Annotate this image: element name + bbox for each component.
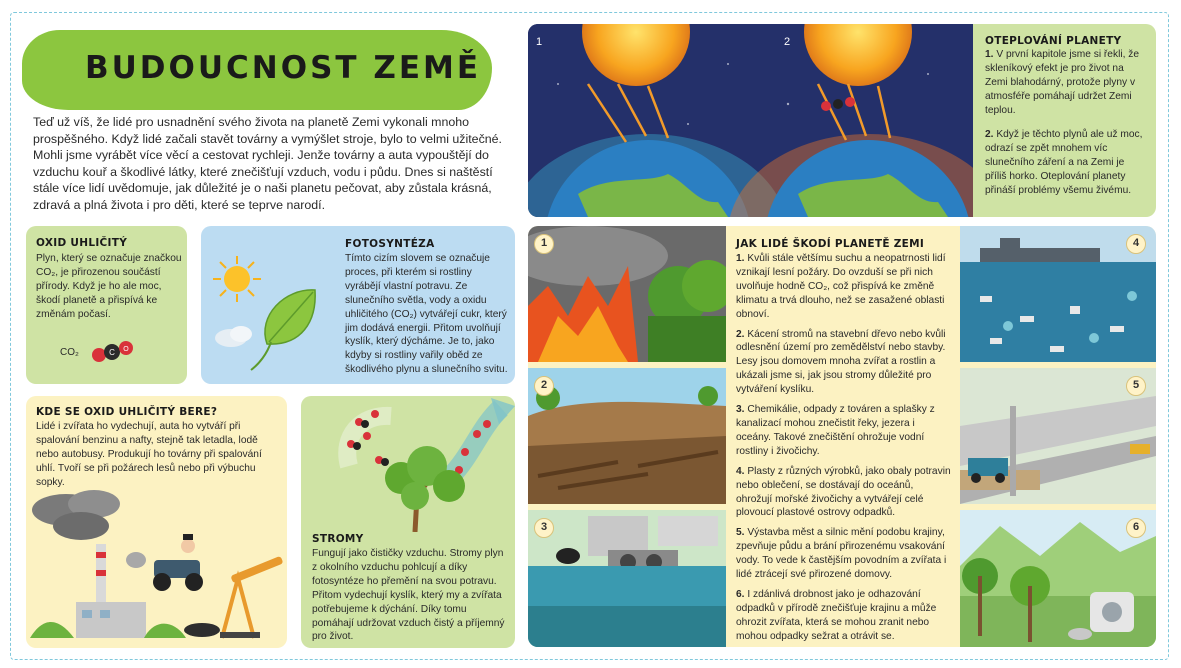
card-oteplovani [973, 24, 1156, 217]
skody-item-1-text: Kvůli stále většímu suchu a neopatrnosti lidí vznikají lesní požáry. Do ovzduší se při nich uvolňuje hodně CO₂, což přispívá ke změně klimatu a trvá dlouho, než se zasažené oblasti obnoví. [736, 253, 946, 320]
kde-text: Lidé i zvířata ho vydechují, auta ho vytváří při spalování benzinu a nafty, stejně tak letadla, lodě nebo autobusy. Produkují ho továrny při spalování uhlí. Tvoří se při požárech lesů nebo při výbuchu sopky. [36, 421, 262, 488]
greenhouse-illustration [528, 24, 973, 217]
damage-images-left [528, 226, 726, 647]
oteplovani-p2 [985, 128, 1147, 198]
page-title: BUDOUCNOST ZEMĚ [85, 50, 482, 86]
image-number-6: 6 [1126, 518, 1146, 538]
skody-list [736, 252, 952, 644]
card-stromy [301, 396, 515, 648]
oxid-heading: OXID UHLIČITÝ [36, 237, 128, 249]
oteplovani-p2-num: 2. [985, 129, 994, 140]
image-number-4: 4 [1126, 234, 1146, 254]
card-skody [528, 226, 1156, 647]
skody-item-6-num: 6. [736, 588, 745, 600]
svg-text:O: O [123, 346, 129, 353]
skody-item-2-num: 2. [736, 328, 745, 340]
skody-item-4-num: 4. [736, 465, 745, 477]
tree-co2-illustration [331, 396, 515, 532]
skody-item-1-num: 1. [736, 253, 745, 264]
card-oxid [26, 226, 187, 384]
image-number-5: 5 [1126, 376, 1146, 396]
skody-heading: JAK LIDÉ ŠKODÍ PLANETĚ ZEMI [736, 238, 925, 250]
greenhouse-label-2: 2 [784, 36, 791, 48]
skody-item-3-num: 3. [736, 404, 745, 416]
intro-paragraph: Teď už víš, že lidé pro usnadnění svého života na planetě Zemi vykonali mnoho prospěšného. Když lidé začali stavět továrny a vymýšlet stroje, bylo to velmi užitečné. Mohli jsme vyrábět více věcí a cestovat rychleji. Jenže továrny a auta vypouštějí do vzduchu kouř a škodlivé látky, které znečišťují vzduch, vodu i půdu. Dnes si naštěstí stále více lidí uvědomuje, jak důležité je o naši planetu pečovat, aby zůstala krásná, zdravá a plná života i pro děti, které se teprve narodí. [33, 115, 502, 212]
oteplovani-p1-num: 1. [985, 49, 994, 60]
co2-molecule-icon [90, 338, 138, 366]
image-number-2: 2 [534, 376, 554, 396]
skody-item-4 [736, 465, 952, 521]
stromy-heading: STROMY [312, 533, 364, 545]
co2-formula: CO₂ [60, 347, 79, 358]
sun-leaf-icon [207, 246, 347, 374]
oteplovani-p1 [985, 48, 1147, 118]
image-number-1: 1 [534, 234, 554, 254]
skody-item-6-text: I zdánlivá drobnost jako je odhazování odpadků v přírodě znečišťuje krajinu a může ohrozit zvířata, která se mohou zranit nebo mohou odpadky sežrat a otrávit se. [736, 588, 937, 642]
card-kde [26, 396, 287, 648]
skody-item-4-text: Plasty z různých výrobků, jako obaly potravin nebo oblečení, se dostávají do oceánů, ohrožují mořské živočichy a vytvářejí celé plovoucí plastové ostrovy odpadků. [736, 465, 951, 519]
skody-item-3 [736, 403, 952, 459]
foto-text: Tímto cizím slovem se označuje proces, při kterém si rostliny vyrábějí vlastní potravu. Ze slunečního světla, vody a oxidu uhličitého (CO₂) vytvářejí cukr, který jim dodává energii. Přitom uvolňují kyslík, který dýcháme. Je to, jako kdyby si rostliny vařily oběd ze škodlivého plynu a slunečního svitu. [345, 253, 508, 376]
skody-item-2-text: Kácení stromů na stavební dřevo nebo kvůli odlesnění území pro zemědělství nebo stavby. Lesy jsou domovem mnoha zvířat a rostlin a ukázali jsme si, jak jsou stromy důležité pro vytváření kyslíku. [736, 328, 946, 396]
greenhouse-label-1: 1 [536, 36, 543, 48]
card-fotosynteza [201, 226, 515, 384]
oxid-text: Plyn, který se označuje značkou CO₂, je přirozenou součástí přírody. Když je ho ale moc, škodí planetě a přispívá ke změnám počasí. [36, 253, 182, 320]
skody-item-2 [736, 328, 952, 398]
skody-item-5 [736, 526, 952, 582]
image-number-3: 3 [534, 518, 554, 538]
skody-item-6 [736, 588, 952, 644]
skody-item-3-text: Chemikálie, odpady z továren a splašky z kanalizací mohou znečistit řeky, jezera i oceány. Takové znečištění ohrožuje vodní rostliny i živočichy. [736, 404, 935, 457]
pollution-illustration [26, 482, 287, 648]
damage-images-right [960, 226, 1156, 647]
svg-text:C: C [109, 348, 115, 357]
oteplovani-heading: OTEPLOVÁNÍ PLANETY [985, 35, 1122, 47]
oteplovani-p2-text: Když je těchto plynů ale už moc, odrazí se zpět mnohem víc slunečního záření a na Zemi je příliš horko. Oteplování planety přináší problémy všemu živému. [985, 129, 1143, 196]
oteplovani-p1-text: V první kapitole jsme si řekli, že skleníkový efekt je pro život na Zemi blahodárný, protože plyny v atmosféře pomáhají udržet Zemi teplou. [985, 49, 1140, 116]
skody-item-5-num: 5. [736, 527, 745, 539]
skody-item-1 [736, 252, 952, 322]
skody-item-5-text: Výstavba měst a silnic mění podobu krajiny, zpevňuje půdu a brání přirozenému vsakování vody. To vede k častějším povodním a zvířata i lidé ztrácejí své přirozené domovy. [736, 527, 947, 581]
foto-heading: FOTOSYNTÉZA [345, 238, 435, 250]
kde-heading: KDE SE OXID UHLIČITÝ BERE? [36, 406, 218, 418]
stromy-text: Fungují jako čističky vzduchu. Stromy plyn z okolního vzduchu pohlcují a díky fotosyntéze ho přemění na svou potravu. Přitom vydechují kyslík, který my a zvířata potřebujeme k dýchání. Díky tomu pomáhají udržovat vzduch čistý a příjemný pro život. [312, 548, 505, 643]
